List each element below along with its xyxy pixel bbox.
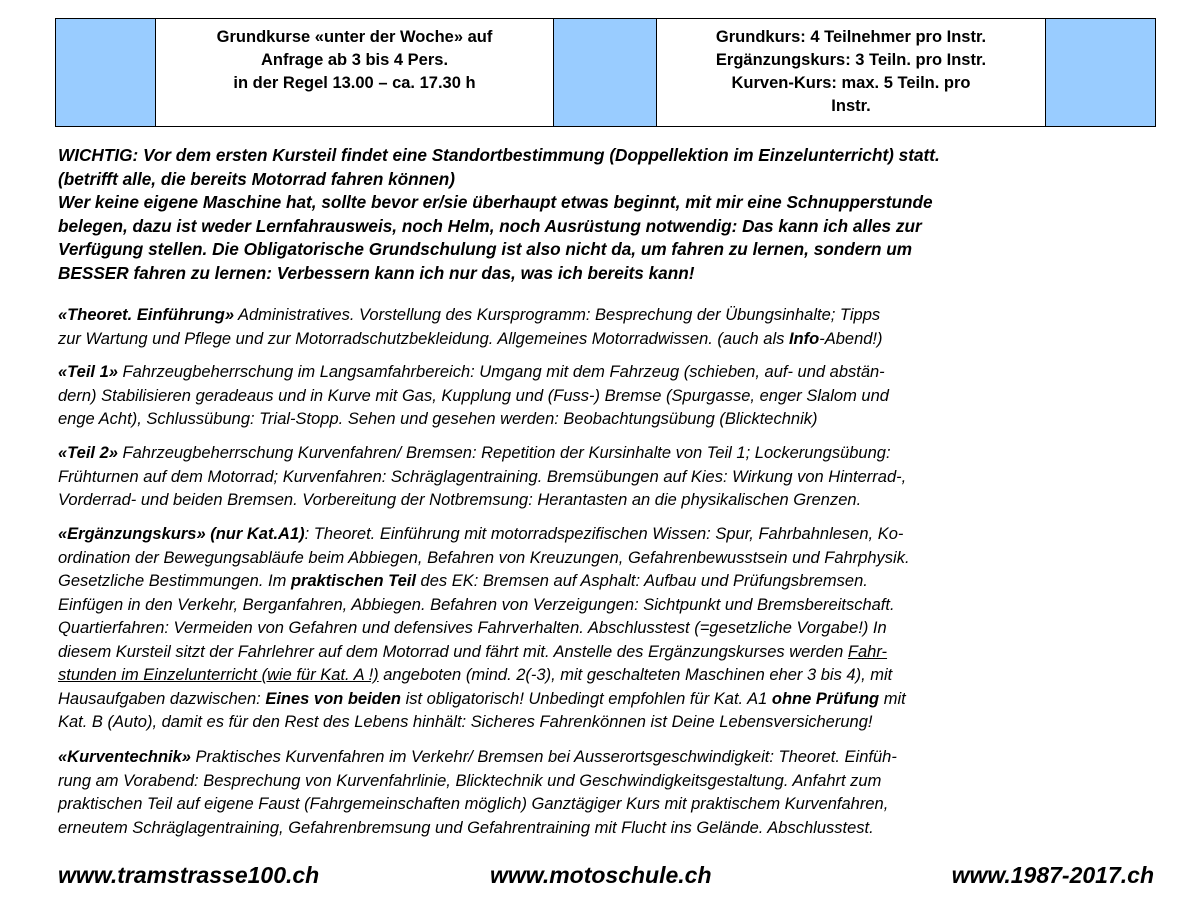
para-line: Quartierfahren: Vermeiden von Gefahren und defensives Fahrverhalten. Abschlusstest (=gesetzliche Vorgabe!) In (58, 619, 887, 637)
para-text: -Abend!) (819, 329, 883, 348)
section-title: «Kurventechnik» (58, 748, 191, 766)
para-text: angeboten (mind. 2(-3), mit geschalteten Maschinen eher 3 bis 4), mit (378, 666, 893, 684)
footer-link-tramstrasse[interactable]: www.tramstrasse100.ch (58, 862, 320, 888)
cell-line: Ergänzungskurs: 3 Teiln. pro Instr. (715, 51, 987, 69)
para-text: Hausaufgaben dazwischen: (58, 689, 266, 708)
blue-cell (56, 19, 156, 127)
para-text: ist obligatorisch! Unbedingt empfohlen für Kat. A1 (401, 689, 772, 708)
participants-cell (657, 19, 1046, 127)
para-line: erneutem Schräglagentraining, Gefahrenbremsung und Gefahrentraining mit Flucht ins Gelände. Abschlusstest. (58, 818, 874, 837)
emphasis: praktischen Teil (290, 572, 416, 590)
notice-line: Wer keine eigene Maschine hat, sollte bevor er/sie überhaupt etwas beginnt, mit mir eine Schnupperstunde (58, 192, 933, 212)
para-line: Vorderrad- und beiden Bremsen. Vorbereitung der Notbremsung: Herantasten an die physikalischen Grenzen. (58, 491, 862, 509)
curve-technique-paragraph (58, 746, 1168, 840)
section-title: «Ergänzungskurs» (nur Kat.A1) (58, 525, 305, 543)
notice-line: Verfügung stellen. Die Obligatorische Grundschulung ist also nicht da, um fahren zu lernen, sondern um (58, 239, 913, 259)
part2-paragraph (58, 442, 1168, 513)
weekday-courses-cell (156, 19, 554, 127)
cell-line: in der Regel 13.00 – ca. 17.30 h (233, 74, 476, 92)
cell-line: Grundkurse «unter der Woche» auf (216, 28, 493, 46)
emphasis: ohne Prüfung (771, 689, 880, 708)
underlined-text: Fahr- (847, 642, 888, 661)
notice-line: belegen, dazu ist weder Lernfahrausweis, noch Helm, noch Ausrüstung notwendig: Das kann ich alles zur (58, 215, 922, 236)
para-text: zur Wartung und Pflege und zur Motorradschutzbekleidung. Allgemeines Motorradwissen. (auch als (58, 329, 789, 348)
info-emphasis: Info (788, 329, 820, 348)
notice-line: (betrifft alle, die bereits Motorrad fahren können) (58, 168, 455, 189)
para-text: Gesetzliche Bestimmungen. Im (58, 572, 291, 590)
part1-paragraph (58, 361, 1168, 432)
section-title: «Teil 1» (58, 363, 118, 381)
para-text: Fahrzeugbeherrschung im Langsamfahrbereich: Umgang mit dem Fahrzeug (schieben, auf- und abstän- (117, 363, 885, 381)
para-line: praktischen Teil auf eigene Faust (Fahrgemeinschaften möglich) Ganztägiger Kurs mit praktischem Kurvenfahren, (58, 795, 889, 813)
blue-cell (1046, 19, 1156, 127)
para-line: dern) Stabilisieren geradeaus und in Kurve mit Gas, Kupplung und (Fuss-) Bremse (Spurgasse, enger Slalom und (58, 386, 889, 405)
para-text: Praktisches Kurvenfahren im Verkehr/ Bremsen bei Ausserortsgeschwindigkeit: Theoret. Einfüh- (190, 748, 897, 766)
underlined-text: stunden im Einzelunterricht (wie für Kat. A !) (58, 666, 379, 684)
para-line: ordination der Bewegungsabläufe beim Abbiegen, Befahren von Kreuzungen, Gefahrenbewusstsein und Fahrphysik. (58, 548, 910, 567)
cell-line: Instr. (831, 97, 871, 115)
info-table (55, 18, 1156, 127)
cell-line: Anfrage ab 3 bis 4 Pers. (260, 51, 449, 69)
footer-link-1987-2017[interactable]: www.1987-2017.ch (951, 862, 1154, 888)
theory-intro-paragraph (58, 304, 1168, 351)
cell-line: Kurven-Kurs: max. 5 Teiln. pro (731, 74, 971, 92)
para-text: : Theoret. Einführung mit motorradspezifischen Wissen: Spur, Fahrbahnlesen, Ko- (304, 525, 904, 543)
emphasis: Eines von beiden (265, 689, 402, 708)
para-line: Kat. B (Auto), damit es für den Rest des Lebens hinhält: Sicheres Fahrenkönnen ist Deine Lebensversicherung! (58, 713, 873, 731)
section-title: «Teil 2» (58, 444, 118, 462)
para-line: rung am Vorabend: Besprechung von Kurvenfahrlinie, Blicktechnik und Geschwindigkeitsgestaltung. Anfahrt zum (58, 771, 882, 790)
notice-line: WICHTIG: Vor dem ersten Kursteil findet eine Standortbestimmung (Doppellektion im Einzelunterricht) statt. (58, 145, 940, 165)
cell-line: Grundkurs: 4 Teilnehmer pro Instr. (715, 28, 987, 46)
para-text: diesem Kursteil sitzt der Fahrlehrer auf dem Motorrad und fährt mit. Anstelle des Ergänzungskurses werden (58, 642, 848, 661)
section-title: «Theoret. Einführung» (58, 306, 235, 324)
para-line: enge Acht), Schlussübung: Trial-Stopp. Sehen und gesehen werden: Beobachtungsübung (Blicktechnik) (58, 410, 818, 428)
para-text: Fahrzeugbeherrschung Kurvenfahren/ Bremsen: Repetition der Kursinhalte von Teil 1; Lockerungsübung: (117, 444, 891, 462)
para-text: des EK: Bremsen auf Asphalt: Aufbau und Prüfungsbremsen. (415, 572, 868, 590)
supplementary-course-paragraph (58, 523, 1168, 735)
notice-line: BESSER fahren zu lernen: Verbessern kann ich nur das, was ich bereits kann! (58, 262, 695, 283)
para-text: Administratives. Vorstellung des Kursprogramm: Besprechung der Übungsinhalte; Tipps (234, 306, 881, 324)
para-line: Einfügen in den Verkehr, Berganfahren, Abbiegen. Befahren von Verzeigungen: Sichtpunkt und Bremsbereitschaft. (58, 595, 895, 614)
para-line: Frühturnen auf dem Motorrad; Kurvenfahren: Schräglagentraining. Bremsübungen auf Kies: Wirkung von Hinterrad-, (58, 467, 907, 486)
important-notice (58, 144, 1168, 285)
para-text: mit (879, 689, 906, 708)
blue-cell (554, 19, 657, 127)
footer-link-motoschule[interactable]: www.motoschule.ch (490, 862, 712, 888)
